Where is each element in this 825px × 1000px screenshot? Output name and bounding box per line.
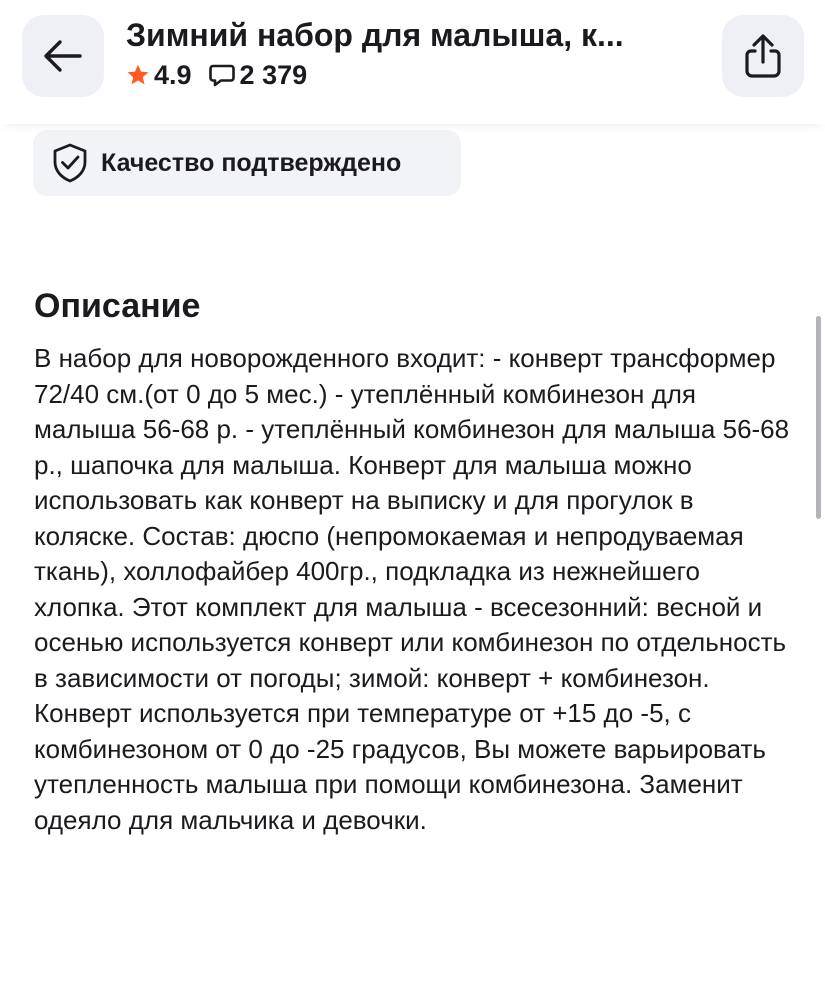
scrollbar[interactable] <box>816 316 821 519</box>
product-header <box>0 0 825 124</box>
star-icon <box>126 63 150 87</box>
share-button[interactable] <box>722 15 804 97</box>
comment-icon <box>208 62 236 88</box>
description-heading: Описание <box>34 287 201 325</box>
reviews-count: 2 379 <box>239 59 308 90</box>
arrow-left-icon <box>40 33 86 79</box>
shield-check-icon <box>49 142 91 184</box>
bottom-fade <box>0 930 825 1000</box>
quality-badge[interactable] <box>33 130 461 196</box>
description-text: В набор для новорожденного входит: - конверт трансформер 72/40 см.(от 0 до 5 мес.) - утеплённый комбинезон для малыша 56-68 р. - утеплённый комбинезон для малыша 56-68 р., шапочка для малыша. Конверт для малыша можно использовать как конверт на выписку и для прогулок в коляске. Состав: дюспо (непромокаемая и непродуваемая ткань), холлофайбер 400гр., подкладка из нежнейшего хлопка. Этот комплект для малыша - всесезонний: весной и осенью используется конверт или комбинезон по отдельность в зависимости от погоды; зимой: конверт + комбинезон. Конверт используется при температуре от +15 до -5, с комбинезоном от 0 до -25 градусов, Вы можете варьировать утепленность малыша при помощи комбинезона. Заменит одеяло для мальчика и девочки. <box>34 343 790 835</box>
back-button[interactable] <box>22 15 104 97</box>
product-title: Зимний набор для малыша, к... <box>126 17 624 53</box>
share-icon <box>741 32 785 80</box>
rating-row[interactable] <box>126 58 706 92</box>
quality-label: Качество подтверждено <box>101 148 402 177</box>
rating-value: 4.9 <box>154 59 192 90</box>
title-block <box>126 14 706 92</box>
